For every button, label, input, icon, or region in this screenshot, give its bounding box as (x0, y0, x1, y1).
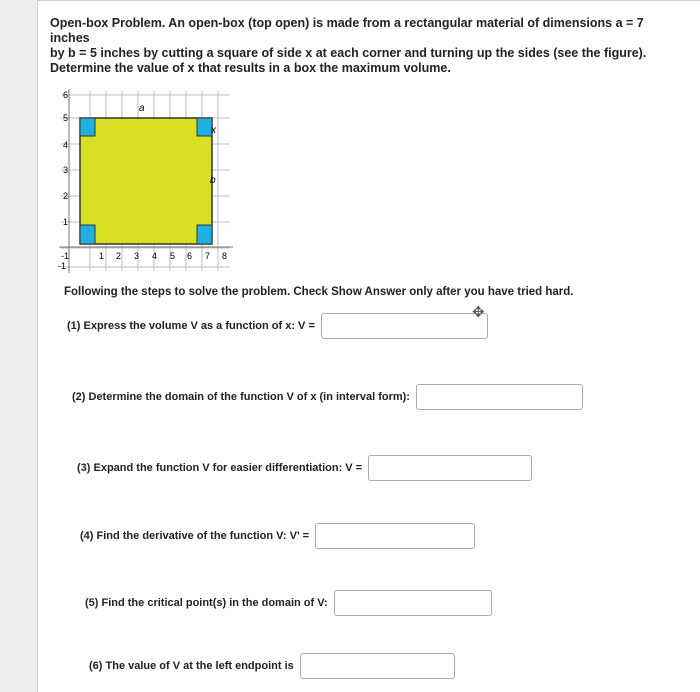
step-5-label: (5) Find the critical point(s) in the domain of V: (85, 597, 328, 609)
domain-input[interactable] (416, 384, 583, 410)
step-4 (80, 523, 475, 549)
step-4-label: (4) Find the derivative of the function V: V' = (80, 530, 310, 542)
problem-line-2: by b = 5 inches by cutting a square of side x at each corner and turning up the sides (see the figure). (50, 46, 647, 60)
step-2-label: (2) Determine the domain of the function V of x (in interval form): (72, 391, 410, 403)
x-tick-label: 7 (205, 251, 211, 261)
y-tick-label: 3 (63, 165, 69, 175)
step-6 (89, 653, 455, 679)
x-tick-label: 8 (222, 251, 228, 261)
y-tick-label: 4 (63, 140, 69, 150)
y-tick-label: 1 (63, 217, 69, 227)
step-3 (77, 455, 532, 481)
y-tick-label: 2 (63, 191, 69, 201)
x-tick-label: 4 (152, 251, 158, 261)
corner-square-bottom-left (80, 225, 95, 244)
x-tick-label: 5 (170, 251, 176, 261)
x-tick-label: 1 (99, 251, 105, 261)
corner-square-top-left (80, 118, 95, 136)
step-1 (67, 313, 488, 339)
problem-line-1: Open-box Problem. An open-box (top open) is made from a rectangular material of dimensions a = 7 inches (50, 16, 644, 45)
label-b: b (210, 175, 216, 186)
x-tick-label: 6 (187, 251, 193, 261)
step-2 (72, 384, 583, 410)
y-tick-label: 5 (63, 113, 69, 123)
expanded-function-input[interactable] (368, 455, 532, 481)
label-x: x (211, 125, 216, 136)
y-tick-label: 6 (63, 90, 69, 100)
step-3-label: (3) Expand the function V for easier differentiation: V = (77, 462, 363, 474)
derivative-input[interactable] (315, 523, 475, 549)
step-1-label: (1) Express the volume V as a function of x: V = (67, 320, 315, 332)
y-tick-label: -1 (58, 261, 67, 271)
problem-line-3: Determine the value of x that results in a box the maximum volume. (50, 61, 451, 75)
left-endpoint-value-input[interactable] (300, 653, 455, 679)
open-box-figure (55, 85, 240, 277)
corner-square-top-right (197, 118, 212, 136)
mouse-cursor-icon: ✥ (472, 304, 485, 321)
label-a: a (139, 103, 145, 114)
volume-function-input[interactable] (321, 313, 488, 339)
x-tick-label: 3 (134, 251, 140, 261)
x-tick-label: -1 (61, 251, 70, 261)
material-rect (80, 118, 212, 244)
problem-statement (50, 16, 670, 76)
step-5 (85, 590, 492, 616)
y-tick-labels (58, 90, 68, 271)
x-tick-label: 2 (116, 251, 122, 261)
steps-intro: Following the steps to solve the problem. Check Show Answer only after you have tried hard. (64, 286, 574, 298)
step-6-label: (6) The value of V at the left endpoint is (89, 660, 294, 672)
critical-points-input[interactable] (334, 590, 492, 616)
corner-square-bottom-right (197, 225, 212, 244)
